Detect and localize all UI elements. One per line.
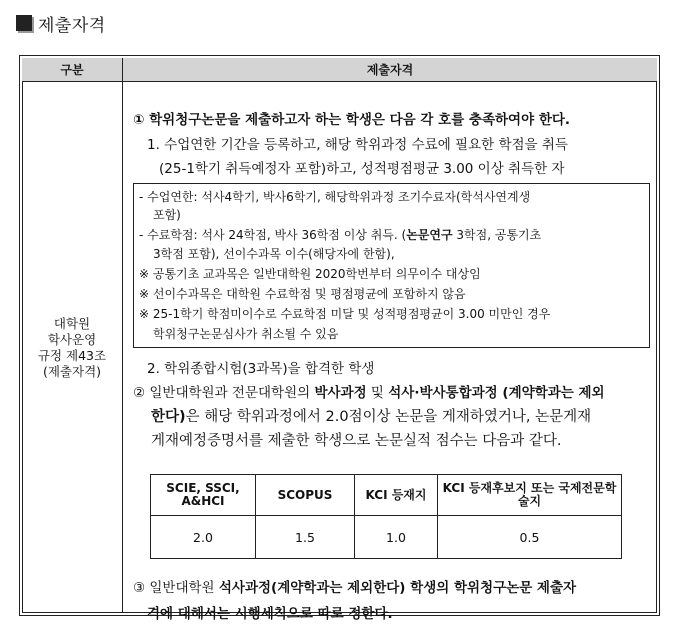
item3-line1 <box>133 576 576 596</box>
item2-text: ② 일반대학원과 전문대학원의 <box>133 385 315 401</box>
item1-sub2: 2. 학위종합시험(3과목)을 합격한 학생 <box>147 361 375 377</box>
category-line: 대학원 <box>53 315 91 331</box>
score-table <box>150 474 622 559</box>
note-line: 포함) <box>153 208 181 222</box>
score-value: 1.0 <box>355 516 438 559</box>
note-line: 학위청구논문심사가 취소될 수 있음 <box>153 327 339 341</box>
item3-text: ③ 일반대학원 <box>133 580 219 596</box>
item1-sub1-line1: 1. 수업연한 기간을 등록하고, 해당 학위과정 수료에 필요한 학점을 취득 <box>147 137 568 153</box>
square-bullet-icon <box>16 15 32 31</box>
item2-text: 및 <box>366 385 389 401</box>
item3-bold: 석사과정(계약학과는 제외한다) 학생의 학위청구논문 제출자 <box>218 580 577 596</box>
header-qualification: 제출자격 <box>366 63 414 77</box>
qualification-cell <box>123 82 657 622</box>
item3-line2: 격에 대해서는 시행세칙으로 따로 정한다. <box>147 606 393 622</box>
note-line: ※ 공통기초 교과목은 일반대학원 2020학번부터 의무이수 대상임 <box>139 267 481 281</box>
category-line: 학사운영 <box>47 331 97 347</box>
score-value: 0.5 <box>438 516 622 559</box>
item2-bold: 석사·박사통합과정 (계약학과는 제외 <box>388 385 605 401</box>
score-table-header <box>151 475 622 516</box>
category-line: (제출자격) <box>42 363 102 379</box>
table-header-row <box>22 58 657 82</box>
section-header <box>16 10 106 36</box>
category-cell <box>22 82 123 613</box>
note-line: 3학점 포함), 선이수과목 이수(해당자에 한함), <box>153 247 395 261</box>
item2-bold: 박사과정 <box>314 385 367 401</box>
score-value: 2.0 <box>151 516 256 559</box>
score-table-values <box>151 516 622 559</box>
score-header: SCOPUS <box>256 475 355 516</box>
score-header: KCI 등재후보지 또는 국제전문학술지 <box>438 475 622 516</box>
section-title: 제출자격 <box>38 15 106 36</box>
item2-line2 <box>151 405 591 426</box>
note-line-credits <box>139 226 541 243</box>
score-header: SCIE, SSCI, A&HCI <box>151 475 256 516</box>
item2-line3: 게재예정증명서를 제출한 학생으로 논문실적 점수는 다음과 같다. <box>151 433 562 449</box>
note-credits-bold: 논문연구 <box>406 228 453 242</box>
score-value: 1.5 <box>256 516 355 559</box>
item1-heading: ① 학위청구논문을 제출하고자 하는 학생은 다음 각 호를 충족하여야 한다. <box>133 112 571 128</box>
score-header: KCI 등재지 <box>355 475 438 516</box>
note-line: ※ 선이수과목은 대학원 수료학점 및 평점평균에 포함하지 않음 <box>139 287 466 301</box>
notes-box <box>133 183 650 348</box>
note-credits-text: - 수료학점: 석사 24학점, 박사 36학점 이상 취득. ( <box>139 228 407 242</box>
category-line: 규정 제43조 <box>37 347 107 363</box>
item2-bold: 한다) <box>151 409 186 425</box>
qualification-table <box>19 55 660 622</box>
note-line: ※ 25-1학기 학점미이수로 수료학점 미달 및 성적평점평균이 3.00 미만인 경우 <box>139 307 551 321</box>
header-category: 구분 <box>22 58 123 81</box>
note-credits-tail: 3학점, 공통기초 <box>452 228 542 242</box>
note-line: - 수업연한: 석사4학기, 박사6학기, 해당학위과정 조기수료자(학석사연계생 <box>139 190 531 204</box>
item1-sub1-line2: (25-1학기 취득예정자 포함)하고, 성적평점평균 3.00 이상 취득한 자 <box>159 161 565 177</box>
item2-text: 은 해당 학위과정에서 2.0점이상 논문을 게재하였거나, 논문게재 <box>185 409 592 425</box>
item2-line1 <box>133 381 605 401</box>
